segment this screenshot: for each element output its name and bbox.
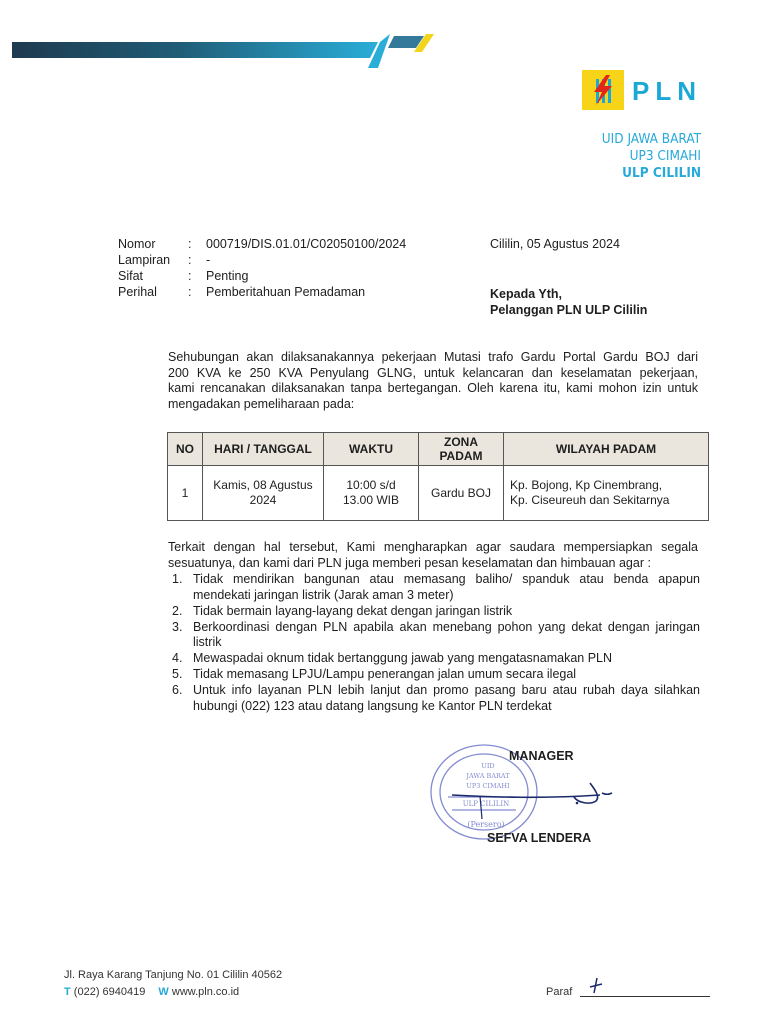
col-zona-line1: ZONA [444,435,478,449]
follow-paragraph [168,540,698,571]
footer-contact [64,986,239,998]
paraf-mark [586,975,606,995]
col-wilayah: WILAYAH PADAM [504,433,709,466]
cell-waktu-line1: 10:00 s/d [346,478,396,492]
safety-list [168,572,700,715]
meta-colon: : [188,285,192,299]
intro-paragraph [168,350,698,412]
cell-waktu-line2: 13.00 WIB [342,493,400,507]
recipient-greeting: Kepada Yth, [490,287,563,301]
meta-label: Nomor [118,237,156,251]
handwritten-signature [450,775,620,825]
paraf-label: Paraf [546,986,573,998]
list-number: 1. [172,572,183,586]
list-item [168,572,700,603]
cell-wilayah [504,466,709,521]
list-text: Mewaspadai oknum tidak bertanggung jawab yang mengatasnamakan PLN [193,651,613,665]
place-date: Cililin, 05 Agustus 2024 [490,237,620,251]
meta-value: Penting [206,269,249,283]
cell-wilayah-line1: Kp. Bojong, Kp Cinembrang, [510,478,663,492]
stamp-text-persero: (Persero) [467,820,505,829]
meta-label: Lampiran [118,253,171,267]
cell-hari-line1: Kamis, 08 Agustus [213,478,313,492]
stamp-text-uid: UID [481,762,495,770]
list-number: 3. [172,619,183,634]
list-item [168,620,700,651]
list-text: Berkoordinasi dengan PLN apabila akan menebang pohon yang dekat dengan jaringan [193,619,700,634]
follow-line: sesuatunya, dan kami dari PLN juga memberi pesan keselamatan dan himbauan agar : [168,555,651,570]
table-row [168,466,709,521]
list-item [168,651,700,667]
phone-number: (022) 6940419 [73,986,146,998]
cell-no: 1 [168,466,203,521]
paraf-line [580,996,710,997]
cell-wilayah-line2: Kp. Ciseureuh dan Sekitarnya [510,493,670,507]
col-waktu: WAKTU [324,433,419,466]
table-header-row [168,433,709,466]
stamp-text-region: JAWA BARAT [466,772,510,780]
list-number: 6. [172,683,183,697]
pln-logo-icon [582,70,624,110]
list-text: Tidak memasang LPJU/Lampu penerangan jalan umum secara ilegal [193,667,577,681]
stamp-text-ulp: ULP CILILIN [462,800,510,808]
meta-value: - [206,253,211,267]
meta-value: Pemberitahuan Pemadaman [206,285,366,299]
phone-key: T [64,986,71,998]
web-key: W [158,986,169,998]
meta-value: 000719/DIS.01.01/C02050100/2024 [206,237,407,251]
col-hari: HARI / TANGGAL [203,433,324,466]
list-item [168,683,700,714]
stamp-text-up3: UP3 CIMAHI [466,782,510,790]
header-band [0,0,768,80]
intro-line: 200 KVA ke 250 KVA Penyulang GLNG, untuk kelancaran dan keselamatan pekerjaan, [168,365,698,380]
follow-line: Terkait dengan hal tersebut, Kami mengharapkan agar saudara mempersiapkan segala [168,540,698,554]
list-text: Tidak mendirikan bangunan atau memasang baliho/ spanduk atau benda apapun [193,572,700,586]
cell-zona: Gardu BOJ [419,466,504,521]
list-text: Tidak bermain layang-layang dekat dengan jaringan listrik [193,603,513,618]
cell-hari-line2: 2024 [249,493,277,507]
list-number: 2. [172,603,183,618]
list-item [168,667,700,683]
intro-line: mengadakan pemeliharaan pada: [168,396,355,411]
list-text: hubungi (022) 123 atau datang langsung ke Kantor PLN terdekat [193,698,552,713]
pln-logo-text: PLN [632,76,702,106]
cell-waktu [324,466,419,521]
outage-schedule-table [167,432,709,521]
signature-title: MANAGER [509,749,574,763]
col-zona [419,433,504,466]
intro-line: Sehubungan akan dilaksanakannya pekerjaan Mutasi trafo Gardu Portal Gardu BOJ dari [168,350,698,364]
meta-label: Perihal [118,285,157,299]
meta-colon: : [188,253,192,267]
col-no: NO [168,433,203,466]
letter-meta [118,237,478,307]
meta-colon: : [188,237,192,251]
unit-ulp: ULP CILILIN [622,165,701,181]
unit-uid: UID JAWA BARAT [601,131,701,147]
intro-line: kami rencanakan dilaksanakan tanpa bertegangan. Oleh karena itu, kami mohon izin untuk [168,381,698,395]
list-text: listrik [193,635,222,649]
signatory-name: SEFVA LENDERA [487,831,592,845]
meta-label: Sifat [118,269,144,283]
list-text: Untuk info layanan PLN lebih lanjut dan promo pasang baru atau rubah daya silahkan [193,683,700,697]
footer-address: Jl. Raya Karang Tanjung No. 01 Cililin 40562 [64,969,283,981]
meta-colon: : [188,269,192,283]
list-text: mendekati jaringan listrik (Jarak aman 3 meter) [193,587,454,602]
recipient-name: Pelanggan PLN ULP Cililin [490,303,648,317]
list-number: 4. [172,651,183,665]
unit-up3: UP3 CIMAHI [629,148,701,164]
list-item [168,604,700,620]
col-zona-line2: PADAM [439,449,483,463]
cell-hari [203,466,324,521]
list-number: 5. [172,667,183,681]
website-link[interactable]: www.pln.co.id [171,986,240,998]
